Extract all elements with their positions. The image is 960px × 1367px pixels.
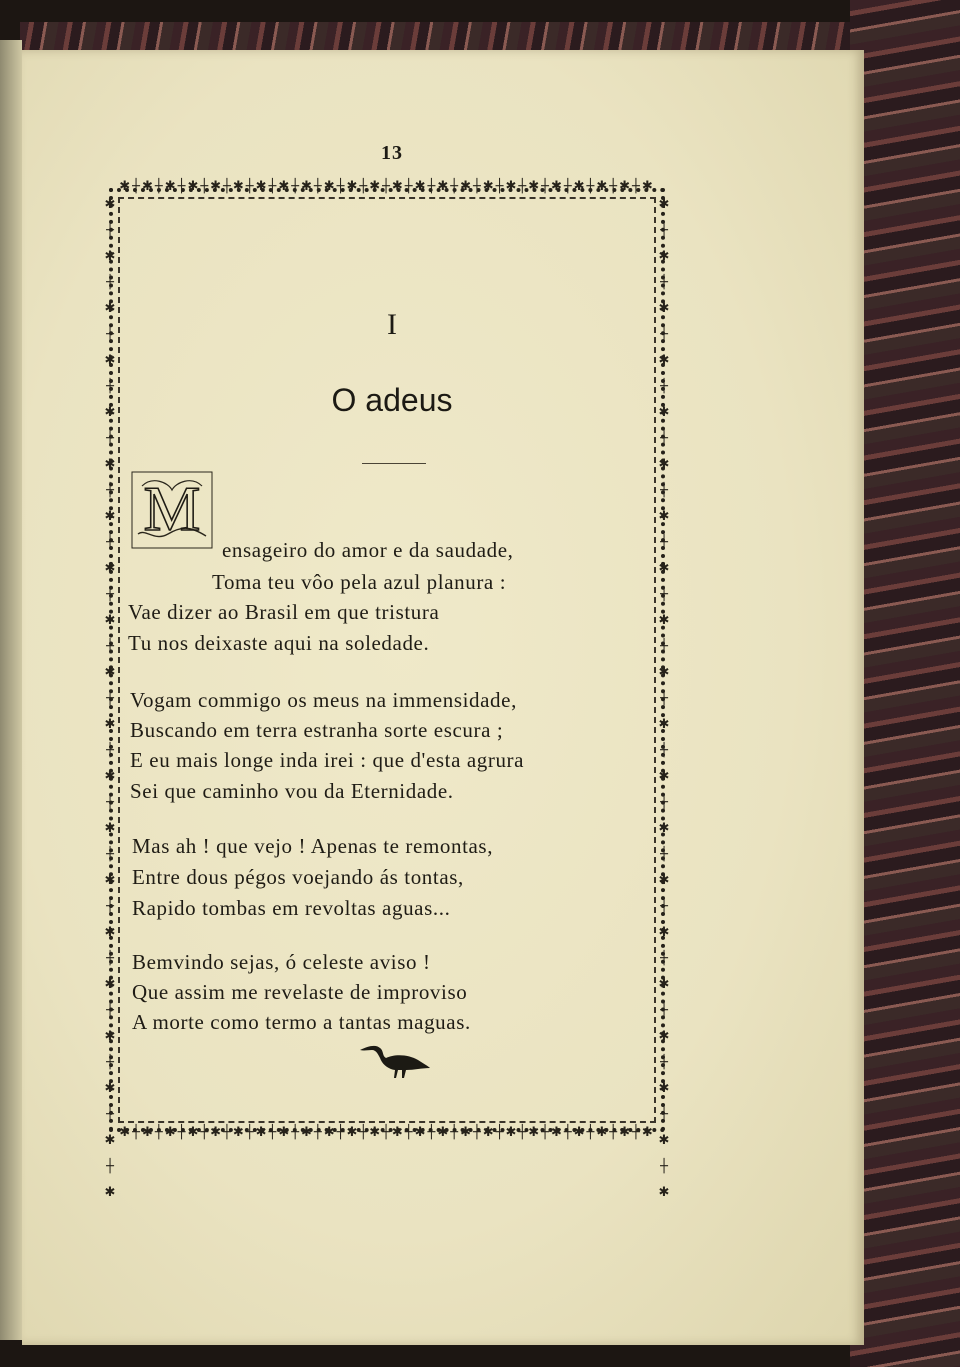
poem-line: Que assim me revelaste de improviso xyxy=(132,980,468,1004)
border-ornament-bottom: ✱┼✱┼✱┼✱┼✱┼✱┼✱┼✱┼✱┼✱┼✱┼✱┼✱┼✱┼✱┼✱┼✱┼✱┼✱┼✱┼✱┼✱┼✱┼✱ xyxy=(119,1125,655,1140)
poem xyxy=(22,50,864,1345)
border-ornament-top: ✱┼✱┼✱┼✱┼✱┼✱┼✱┼✱┼✱┼✱┼✱┼✱┼✱┼✱┼✱┼✱┼✱┼✱┼✱┼✱┼✱┼✱┼✱┼✱ xyxy=(119,179,655,194)
chapter-title: O adeus xyxy=(331,382,453,418)
ibis-bird-icon xyxy=(358,1040,432,1080)
poem-line: Vogam commigo os meus na immensidade, xyxy=(130,688,517,712)
chapter-numeral: I xyxy=(387,308,397,341)
ornamental-dropcap xyxy=(128,468,216,552)
poem-line: Vae dizer ao Brasil em que tristura xyxy=(128,600,440,624)
poem-line: Entre dous pégos voejando ás tontas, xyxy=(132,865,464,889)
poem-line: E eu mais longe inda irei : que d'esta agrura xyxy=(130,748,525,772)
poem-line: Bemvindo sejas, ó celeste aviso ! xyxy=(132,950,431,974)
border-ornament-right: ✱ ┼ ✱ ┼ ✱ ┼ ✱ ┼ ✱ ┼ ✱ ┼ ✱ ┼ ✱ ┼ ✱ ┼ ✱ ┼ ✱ ┼ ✱ ┼ ✱ ┼ ✱ ┼ ✱ ┼ ✱ ┼ ✱ ┼ ✱ ┼ ✱ ┼ ✱ xyxy=(658,197,670,1200)
poem-line: A morte como termo a tantas maguas. xyxy=(132,1010,471,1034)
poem-line: Tu nos deixaste aqui na soledade. xyxy=(128,631,430,655)
poem-line: Toma teu vôo pela azul planura : xyxy=(212,570,507,594)
poem-line: Rapido tombas em revoltas aguas... xyxy=(132,896,451,920)
previous-page-edge xyxy=(0,40,22,1340)
poem-line: Buscando em terra estranha sorte escura ; xyxy=(130,718,504,742)
dropcap-letter: M xyxy=(143,473,201,544)
border-ornament-left: ✱ ┼ ✱ ┼ ✱ ┼ ✱ ┼ ✱ ┼ ✱ ┼ ✱ ┼ ✱ ┼ ✱ ┼ ✱ ┼ ✱ ┼ ✱ ┼ ✱ ┼ ✱ ┼ ✱ ┼ ✱ ┼ ✱ ┼ ✱ ┼ ✱ ┼ ✱ xyxy=(104,197,116,1200)
marbled-cover-right xyxy=(850,0,960,1367)
poem-line: Sei que caminho vou da Eternidade. xyxy=(130,779,454,803)
poem-line: Mas ah ! que vejo ! Apenas te remontas, xyxy=(132,834,494,858)
book-page xyxy=(22,50,864,1345)
poem-line: ensageiro do amor e da saudade, xyxy=(222,538,514,562)
page-number: 13 xyxy=(381,142,403,164)
